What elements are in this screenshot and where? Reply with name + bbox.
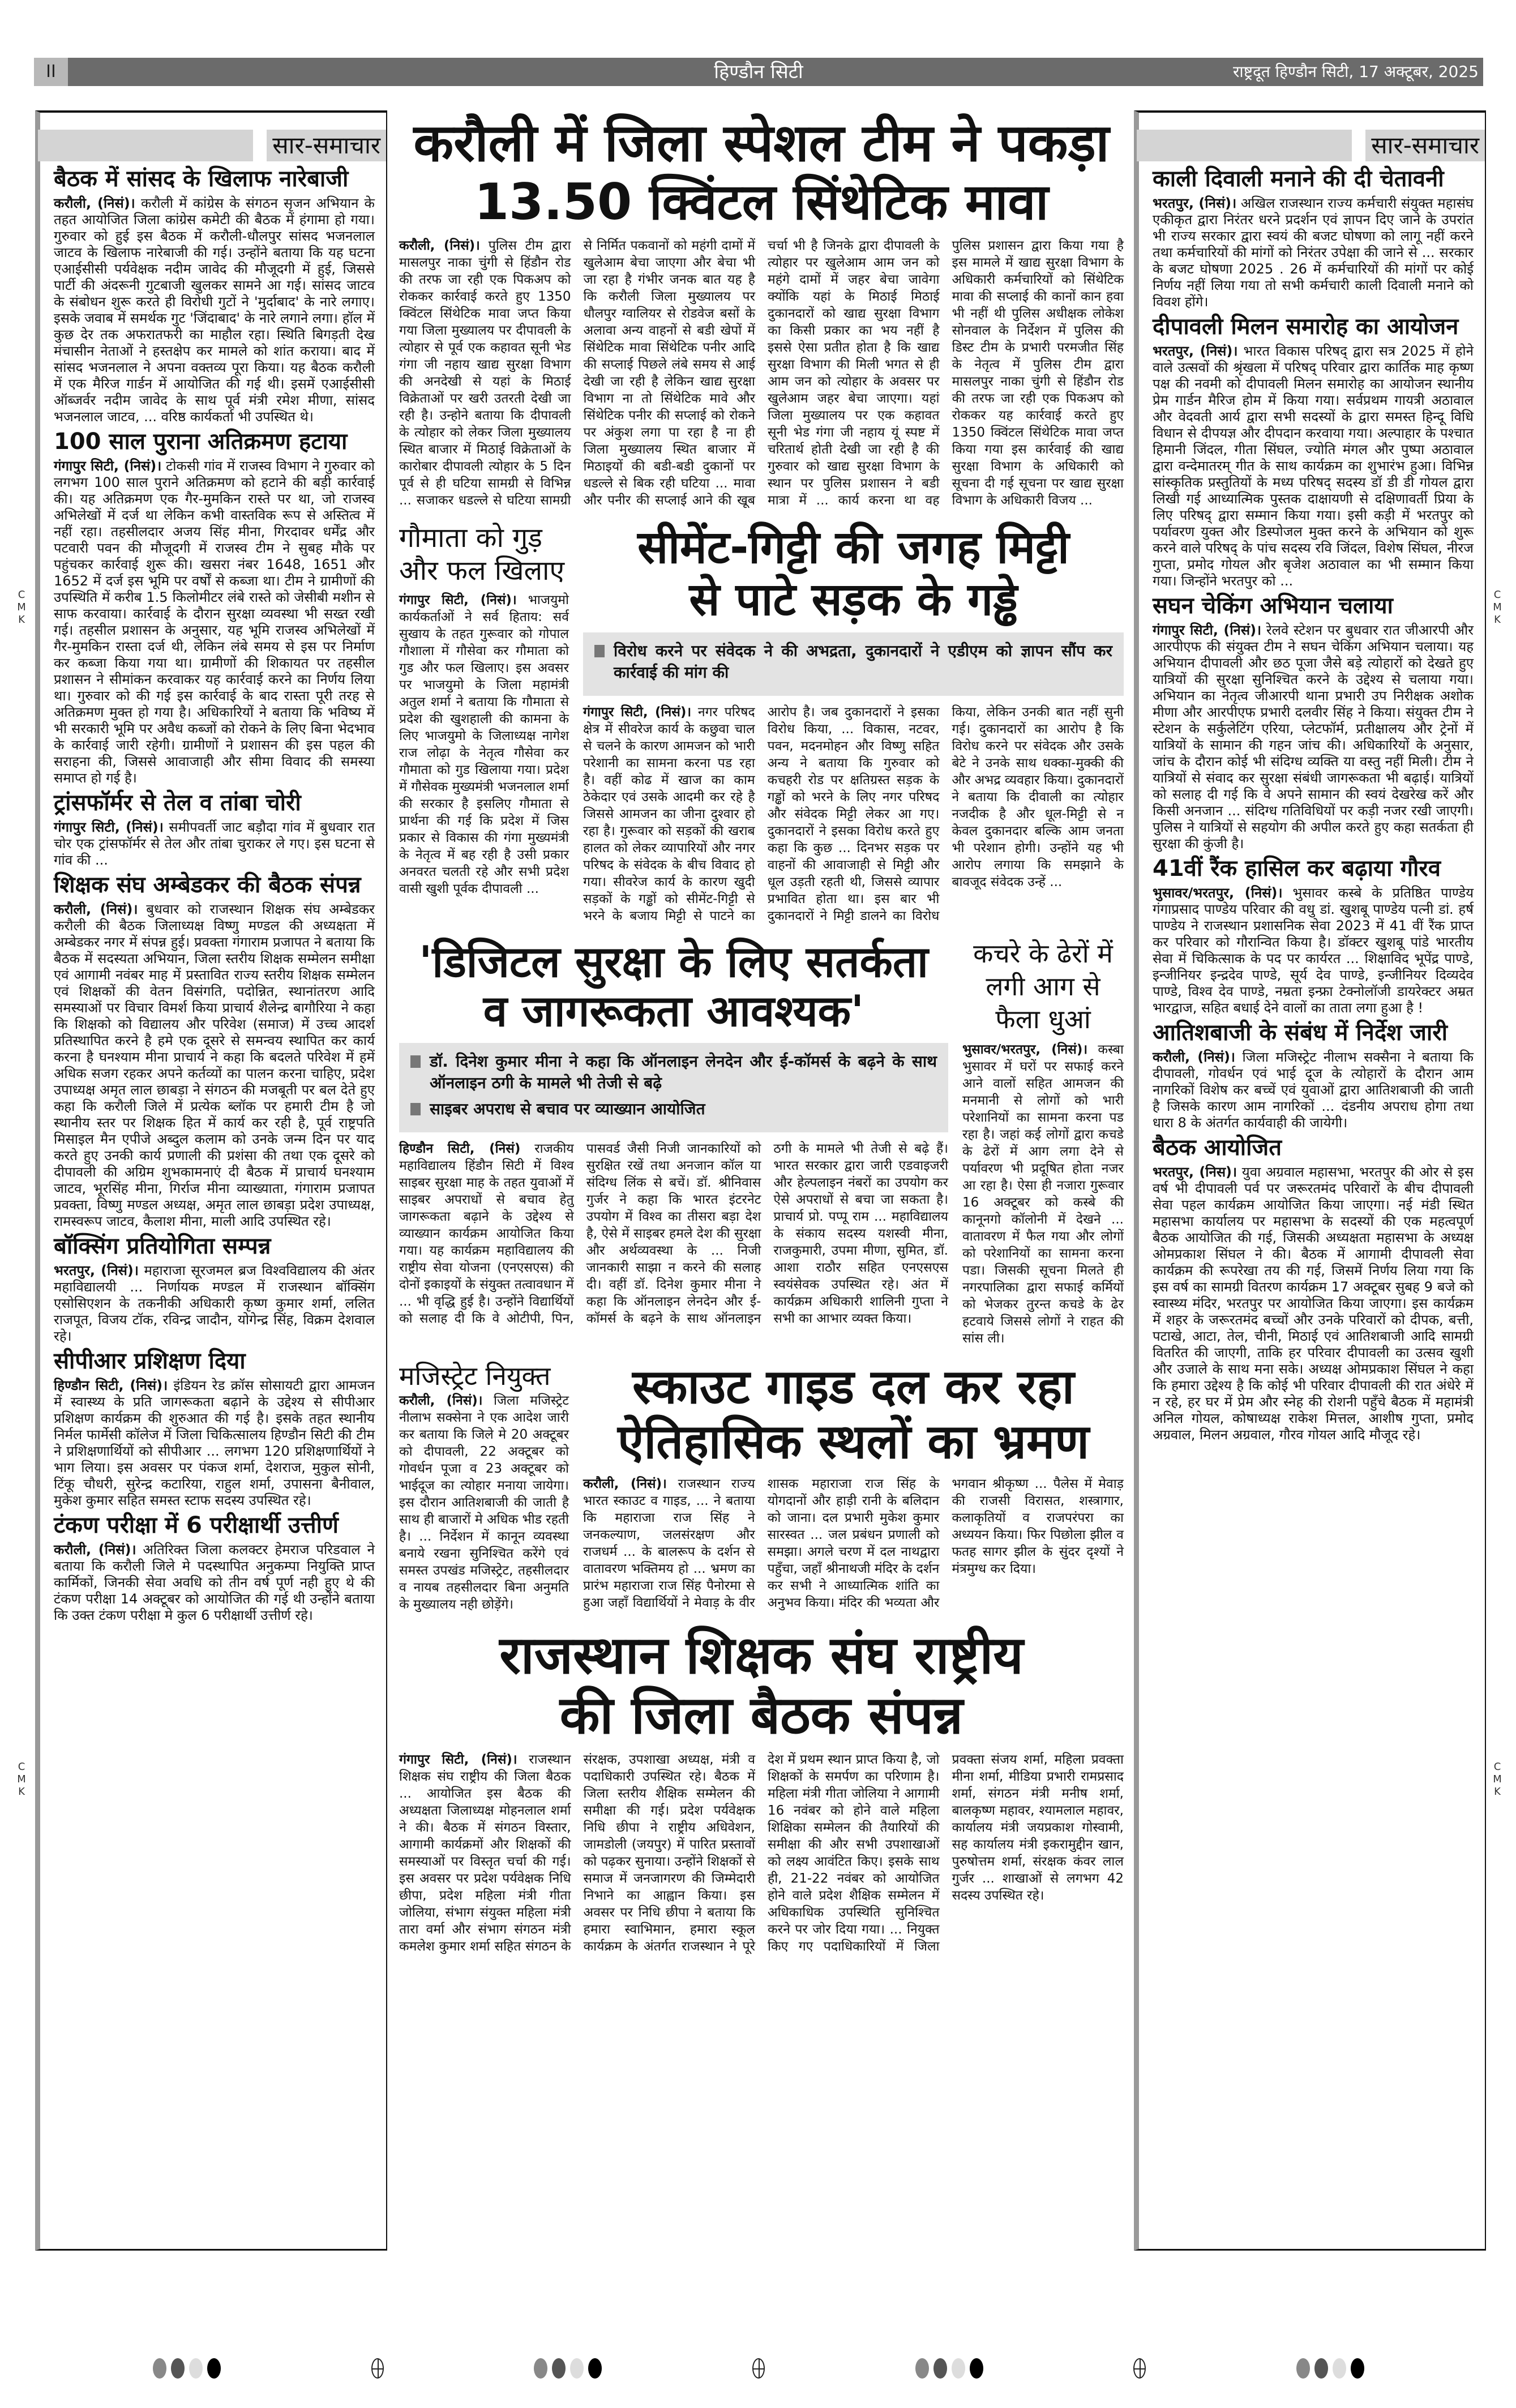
scout-headline-line-2: ऐतिहासिक स्थलों का भ्रमण [618,1413,1089,1469]
garbage-fire-story [962,937,1124,1347]
print-letter: M [17,1773,26,1785]
color-bar [534,2358,602,2379]
cyber-highlight-2: साइबर अपराध से बचाव पर व्याख्यान आयोजित [430,1099,705,1118]
registration-crosshair-icon [371,2358,384,2379]
cyber-highlight-box [399,1043,948,1132]
garbage-body [962,1041,1124,1347]
teachers-text: राजस्थान शिक्षक संघ राष्ट्रीय की जिला बैठक ... आयोजित इस बैठक की अध्यक्षता जिलाध्यक्ष मोहनलाल शर्मा ने की। बैठक में संगठन विस्तार, आगामी कार्यक्रमों और शिक्षकों की समस्याओं पर विस्तृत चर्चा की गई। इस अवसर पर प्रदेश पर्यवेक्षक निधि छीपा, प्रदेश महिला मंत्री गीता जोलिया, संभाग संयुक्त महिला मंत्री तारा वर्मा और संभाग संगठन मंत्री कमलेश कुमार शर्मा सहित संगठन के संरक्षक, उपशाखा अध्यक्ष, मंत्री व पदाधिकारी उपस्थित रहे। बैठक में जिला स्तरीय शैक्षिक सम्मेलन की समीक्षा की गई। प्रदेश पर्यवेक्षक निधि छीपा ने राष्ट्रीय अधिवेशन, जामडोली (जयपुर) में पारित प्रस्तावों को पढ़कर सुनाया। उन्होंने शिक्षकों से समाज में जनजागरण की जिम्मेदारी निभाने का आह्वान किया। इस अवसर पर निधि छीपा ने बताया कि हमारा स्वाभिमान, हमारा स्कूल कार्यक्रम के अंतर्गत राजस्थान ने पूरे देश में प्रथम स्थान प्राप्त किया है, जो शिक्षकों के समर्पण का परिणाम है। महिला मंत्री गीता जोलिया ने आगामी 16 नवंबर को होने वाले महिला शिक्षिका सम्मेलन की तैयारियों की समीक्षा की और सभी उपशाखाओं को लक्ष्य आवंटित किए। इसके साथ ही, 21-22 नवंबर को आयोजित होने वाले प्रदेश शैक्षिक सम्मेलन में अधिकाधिक उपस्थिति सुनिश्चित करने पर जोर दिया गया। ... नियुक्त किए गए पदाधिकारियों में जिला प्रवक्ता संजय शर्मा, महिला प्रवक्ता मीना शर्मा, मीडिया प्रभारी रामप्रसाद शर्मा, संगठन मंत्री मनीष शर्मा, बालकृष्ण महावर, श्यामलाल महावर, कार्यालय मंत्री जयप्रकाश गोस्वामी, सह कार्यालय मंत्री इकरामुद्दीन खान, पुरुषोत्तम शर्मा, संरक्षक कंवर लाल गुर्जर ... शाखाओं से लगभग 42 सदस्य उपस्थित रहे। [399,1752,1124,1954]
magistrate-body [399,1392,569,1613]
brief-dateline: करौली, (निसं)। [54,901,138,917]
brief-dateline: गंगापुर सिटी, (निसं)। [1153,622,1262,638]
brief-text: महाराजा सूरजमल ब्रज विश्वविद्यालय की अंतर महाविद्यालयी ... निर्णायक मण्डल में राजस्थान बॉक्सिंग एसोसिएशन के तकनीकी अधिकारी कृष्ण कुमार शर्मा, ललित राजपूत, विजय टॉक, रविन्द्र जादौन, योगेन्द्र सिंह, विक्रम देशवाल रहे। [54,1263,375,1344]
brief-body [1153,885,1474,1016]
left-news-briefs [35,110,387,2251]
registration-crosshair-icon [1133,2358,1146,2379]
cyber-highlight-1: डॉ. दिनेश कुमार मीना ने कहा कि ऑनलाइन लेनदेन और ई-कॉमर्स के बढ़ने के साथ ऑनलाइन ठगी के मामले भी तेजी से बढ़े [430,1051,937,1092]
print-letter: M [1493,601,1502,613]
gaumata-story [399,521,569,897]
lead-headline-line-1: करौली में जिला स्पेशल टीम ने पकड़ा [413,113,1110,173]
scout-headline-line-1: स्काउट गाइड दल कर रहा [632,1358,1074,1414]
garbage-headline: कचरे के ढेरों में लगी आग से फैला धुआं [973,938,1113,1034]
lead-headline-line-2: 13.50 क्विंटल सिंथेटिक मावा [474,172,1049,231]
print-letter: M [1493,1773,1502,1785]
brief-headline: बॉक्सिंग प्रतियोगिता सम्पन्न [54,1233,271,1259]
brief-article [54,166,375,425]
brief-body [1153,343,1474,589]
registration-crosshair-icon [752,2358,765,2379]
road-story [583,521,1124,925]
brief-headline: टंकण परीक्षा में 6 परीक्षार्थी उत्तीर्ण [54,1512,339,1538]
color-bar [1296,2358,1364,2379]
print-cmk-right-bottom [1492,1761,1503,1798]
page-header-bar [34,58,1483,86]
brief-article [54,1512,375,1624]
lead-text: पुलिस टीम द्वारा मासलपुर नाका चुंगी से हिंडौन रोड की तरफ जा रही एक पिकअप को रोककर कार्रवाई करते हुए 1350 क्विंटल सिंथेटिक मावा जप्त किया गया जिला मुख्यालय पर दीपावली के त्योहार से पूर्व एक कहावत सूनी भेड गंगा जी नहाय खाद्य सुरक्षा विभाग की अनदेखी से यहां के मिठाई विक्रेताओं पर खरी उतरती देखी जा रही है। उन्होने बताया कि दीपावली के त्योहार को लेकर जिला मुख्यालय स्थित बाजार में मिठाई विक्रेताओं के कारोबार दीपावली त्योहार के 5 दिन पूर्व से ही घटिया सामग्री से विभिन्न ... सजाकर धडल्ले से घटिया सामग्री से निर्मित पकवानों को महंगी दामों में खुलेआम बेचा जाएगा और बेचा भी जा रहा है गंभीर जनक बात यह है कि करौली जिला मुख्यालय पर धौलपुर ग्वालियर से रोडवेज बसों के अलावा अन्य वाहनों से बडी खेपों में सिंथेटिक मावा सिंथेटिक पनीर आदि की सप्लाई पिछले लंबे समय से आई देखी जा रही है लेकिन खाद्य सुरक्षा विभाग ना तो सिंथेटिक मावे और सिंथेटिक पनीर की सप्लाई को रोकने पर अंकुश लगा पा रहा है ना ही जिला मुख्यालय स्थित बाजार में मिठाइयों की बडी-बडी दुकानों पर धडल्ले से बिक रही घटिया ... मावा और पनीर की सप्लाई आने की खूब चर्चा भी है जिनके द्वारा दीपावली के त्योहार पर खुलेआम आम जन को महंगे दामों में जहर बेचा जावेगा क्योंकि यहां के मिठाई मिठाई दुकानदारों को खाद्य सुरक्षा विभाग का किसी प्रकार का भय नहीं है इससे ऐसा प्रतीत होता है कि खाद्य सुरक्षा विभाग की मिली भगत से ही आम जन को त्योहार के अवसर पर खुलेआम जहर बेचा जाएगा। यहां जिला मुख्यालय पर एक कहावत सूनी भेड गंगा जी नहाय यूं स्पष्ट में चरितार्थ होती देखी जा रही है की गुरुवार को खाद्य सुरक्षा विभाग के स्थान पर पुलिस प्रशासन ने बडी मात्रा में ... कार्य करना था वह पुलिस प्रशासन द्वारा किया गया है इस मामले में खाद्य सुरक्षा विभाग के अधिकारी कर्मचारियों को सिंथेटिक मावा की सप्लाई की कानों कान हवा भी नहीं थी पुलिस अधीक्षक लोकेश सोनवाल के निर्देशन में पुलिस की डिस्ट टीम के प्रभारी परमजीत सिंह के नेतृत्व में पुलिस टीम द्वारा मासलपुर नाका चुंगी से हिंडौन रोड की तरफ जा रही एक पिकअप को रोककर यह कार्रवाई करते हुए 1350 क्विंटल सिंथेटिक मावा जप्त किया गया इस कार्रवाई की खाद्य सुरक्षा विभाग के अधिकारी को सूचना दी गई सूचना पर खाद्य सुरक्षा विभाग के अधिकारी विजय ... [399,238,1124,508]
brief-text: अतिरिक्त जिला कलक्टर हेमराज परिडवाल ने बताया कि करौली जिले मे पदस्थापित अनुकम्पा नियुक्ति प्राप्त कार्मिकों, जिनकी सेवा अवधि को तीन वर्ष पूर्ण नही हुए थे की टंकण परीक्षा 14 अक्टूबर को आयोजित की गई थी उन्होंने बताया कि उक्त टंकण परीक्षा मे कुल 6 परीक्षार्थी उत्तीर्ण रहे। [54,1542,375,1623]
brief-dateline: करौली, (निसं)। [54,1542,136,1558]
gaumata-body [399,592,569,897]
magistrate-text: जिला मजिस्ट्रेट नीलाभ सक्सेना ने एक आदेश जारी कर बताया कि जिले मे 20 अक्टूबर को दीपावली, 22 अक्टूबर को गोवर्धन पूजा व 23 अक्टूबर को भाईदूज का त्योहार मनाया जायेगा। इस दौरान आतिशबाजी की जाती है साथ ही बाजारों मे अधिक भीड रहती है। ... निर्देशन में कानून व्यवस्था बनाये रखना सुनिश्चित करेंगे एवं समस्त उपखंड मजिस्ट्रेट, तहसीलदार व नायब तहसीलदार बिना अनुमति के मुख्यालय नही छोड़ेंगे। [399,1393,569,1612]
gaumata-text: भाजयुमो कार्यकर्ताओं ने सर्व हिताय: सर्व सुखाय के तहत गुरूवार को गोपाल गौशाला में गौसेवा कर गौमाता को गुड और फल खिलाए। इस अवसर पर भाजयुमो के जिला महामंत्री अतुल शर्मा ने बताया कि गौमाता से प्रदेश की खुशहाली की कामना के लिए भाजयुमो के जिलाध्यक्ष नागेश राज लोढ़ा के नेतृत्व गौसेवा कर गौमाता को गुड खिलाया गया। प्रदेश में गौसेवक मुख्यमंत्री भजनलाल शर्मा की सरकार है इसलिए गौमाता से प्रार्थना की गई कि प्रदेश में जिस प्रकार से विकास की गंगा मुख्यमंत्री के नेतृत्व में बह रही है उसी प्रकार अनवरत चलती रहे और सभी प्रदेश वासी खुशी पूर्वक दीपावली ... [399,592,569,896]
brief-dateline: हिण्डौन सिटी, (निसं)। [54,1378,168,1393]
road-highlight-text: विरोध करने पर संवेदक ने की अभद्रता, दुकानदारों ने एडीएम को ज्ञापन सौंप कर कार्रवाई की मांग की [614,641,1112,682]
brief-headline: बैठक में सांसद के खिलाफ नारेबाजी [54,166,349,192]
road-body [583,632,1124,925]
brief-text: युवा अग्रवाल महासभा, भरतपुर की ओर से इस वर्ष भी दीपावली पर्व पर जरूरतमंद परिवारों के बीच दीपावली सेवा पहल कार्यक्रम आयोजित किया जाएगा। नई मंडी स्थित महासभा कार्यालय पर महासभा के सदस्यों की एक महत्वपूर्ण बैठक आयोजित की गई, जिसकी अध्यक्षता महासभा के अध्यक्ष ओमप्रकाश सिंघल ने की। बैठक में आगामी दीपावली सेवा कार्यक्रम की रूपरेखा तय की गई, जिसमें निर्णय लिया गया कि इस वर्ष का सामग्री वितरण कार्यक्रम 17 अक्टूबर सुबह 9 बजे को स्वास्थ्य मंदिर, भरतपुर पर आयोजित किया जाएगा। इस कार्यक्रम में शहर के जरूरतमंद बच्चों और उनके परिवारों को दीपक, बत्ती, पटाखे, आटा, तेल, चीनी, मिठाई एवं आतिशबाजी आदि सामग्री वितरित की जाएगी, ताकि हर परिवार दीपावली का उत्सव खुशी और उजाले के साथ मना सके। अध्यक्ष ओमप्रकाश सिंघल ने कहा कि हमारा उद्देश्य है कि कोई भी परिवार दीपावली की रात अंधेरे में न रहे, हर घर में प्रेम और स्नेह की रोशनी पहुँचे बैठक में महामंत्री अनिल गोयल, कोषाध्यक्ष राकेश मित्तल, आशीष गुप्ता, प्रमोद अग्रवाल, मिलन अग्रवाल, गौरव गोयल आदि मौजूद रहे। [1153,1164,1474,1443]
brief-body [54,1542,375,1624]
bullet-square-icon [594,645,605,657]
road-highlight-box [583,632,1124,696]
teachers-union-story [399,1626,1124,1955]
brief-dateline: करौली, (निसं)। [54,195,135,211]
brief-text: जिला मजिस्ट्रेट नीलाभ सक्सैना ने बताया कि दीपावली, गोवर्धन एवं भाई दूज के त्योहारों के दौरान आम नागरिकों विशेष कर बच्चें एवं युवाओं द्वारा आतिशबाजी की जाती है जिसके कारण आम नागरिकों ... दंडनीय अपराध होगा तथा धारा 8 के अंतर्गत कार्यवाही की जायेगी। [1153,1049,1474,1131]
news-briefs-label: सार-समाचार [1360,130,1485,161]
brief-article [54,790,375,869]
brief-text: रेलवे स्टेशन पर बुधवार रात जीआरपी और आरपीएफ की संयुक्त टीम ने सघन चेकिंग अभियान चलाया। यह अभियान दीपावली और छठ पूजा जैसे बड़े त्योहारों को देखते हुए यात्रियों की सुरक्षा सुनिश्चित करने के उद्देश्य से चलाया गया। अभियान का नेतृत्व जीआरपी थाना प्रभारी उप निरीक्षक अशोक मीणा और आरपीएफ प्रभारी दलवीर सिंह ने किया। संयुक्त टीम ने स्टेशन के सर्कुलेटिंग एरिया, प्लेटफॉर्म, प्रतीक्षालय और ट्रेनों में यात्रियों के सामान की गहन जांच की। अधिकारियों के अनुसार, जांच के दौरान कोई भी संदिग्ध व्यक्ति या वस्तु नहीं मिली। टीम ने यात्रियों से संवाद कर सुरक्षा संबंधी जागरूकता भी बढ़ाई। यात्रियों को सलाह दी गई कि वे अपने सामान की स्वयं देखरेख करें और किसी अनजान ... संदिग्ध गतिविधियों पर कड़ी नजर रखी जाएगी। पुलिस ने यात्रियों से सहयोग की अपील करते हुए कहा सतर्कता ही सुरक्षा की कुंजी है। [1153,622,1474,852]
brief-headline: 41वीं रैंक हासिल कर बढ़ाया गौरव [1153,856,1441,882]
brief-article [54,429,375,786]
brief-text: टोकसी गांव में राजस्व विभाग ने गुरुवार को लगभग 100 साल पुराने अतिक्रमण को हटाने की बड़ी कार्रवाई की। यह अतिक्रमण एक गैर-मुमकिन रास्ते पर था, जो राजस्व अभिलेखों में दर्ज था लेकिन कभी वास्तविक रूप से अस्तित्व में नहीं रहा। तहसीलदार अजय सिंह मीना, गिरदावर धर्मेंद्र और पटवारी पवन की मौजूदगी में राजस्व टीम ने सुबह मौके पर पहुंचकर कार्रवाई शुरू की। खसरा नंबर 1648, 1651 और 1652 में दर्ज इस भूमि पर वर्षों से कब्जा था। टीम ने ग्रामीणों की उपस्थिति में करीब 1.5 किलोमीटर लंबे रास्ते को जेसीबी मशीन से साफ करवाया। कार्रवाई के दौरान सुरक्षा व्यवस्था भी सख्त रखी गई। तहसील प्रशासन के अनुसार, यह भूमि राजस्व अभिलेखों में गैर-मुमकिन रास्ता दर्ज थी, लेकिन लंबे समय से इस पर निर्माण कर कब्जा किया गया था। ग्रामीणों की शिकायत पर तहसील प्रशासन ने सीमांकन करवाकर यह कार्रवाई करने का निर्णय लिया था। गुरुवार को की गई इस कार्रवाई के बाद रास्ता पूरी तरह से अतिक्रमण मुक्त हो गया है। अधिकारियों ने बताया कि भविष्य में भी सरकारी भूमि पर अवैध कब्जों को रोकने के लिए बिना भेदभाव के कार्रवाई जारी रहेगी। ग्रामीणों ने प्रशासन की इस पहल की सराहना की, जिससे आवाजाही और सीमा विवाद की समस्या समाप्त हो गई है। [54,458,375,786]
road-dateline: गंगापुर सिटी, (निसं)। [583,704,692,720]
news-briefs-label-bar [38,130,386,161]
magistrate-headline: मजिस्ट्रेट नियुक्त [399,1360,551,1391]
scout-body [583,1475,1124,1611]
brief-article [54,1348,375,1509]
brief-body [54,458,375,786]
brief-body [1153,1049,1474,1131]
brief-dateline: भरतपुर, (निसं)। [54,1263,139,1278]
news-briefs-label-bar [1137,130,1485,161]
bullet-square-icon [410,1103,421,1115]
print-letter: K [18,1786,25,1798]
brief-body [1153,622,1474,852]
print-letter: K [1494,614,1501,626]
brief-text: करौली में कांग्रेस के संगठन सृजन अभियान के तहत आयोजित जिला कांग्रेस कमेटी की बैठक में हंगामा हो गया। गुरुवार को हुई इस बैठक में करौली-धौलपुर सांसद भजनलाल जाटव के खिलाफ नारेबाजी की गई। उन्होंने बताया कि यह घटना एआईसीसी पर्यवेक्षक नदीम जावेद की मौजूदगी में हुई, जिससे पार्टी की अंदरूनी गुटबाजी खुलकर सामने आ गई। सांसद जाटव के संबोधन शुरू करते ही विरोधी गुटों ने 'मुर्दाबाद' के नारे लगाए। इसके जवाब में समर्थक गुट 'जिंदाबाद' के नारे लगाने लगा। हॉल में कुछ देर तक अफरातफरी का माहौल रहा। स्थिति बिगड़ती देख मंचासीन नेताओं ने हस्तक्षेप कर मामले को शांत कराया। बाद में सांसद भजनलाल ने अपना वक्तव्य पूरा किया। यह बैठक करौली में एक मैरिज गार्डन में आयोजित की गई थी। इसमें एआईसीसी ऑब्जर्वर नदीम जावेद के साथ पूर्व मंत्री रमेश मीणा, सांसद भजनलाल जाटव, ... वरिष्ठ कार्यकर्ता भी उपस्थित थे। [54,195,375,425]
print-cmk-left-top [16,589,27,626]
brief-dateline: भुसावर/भरतपुर, (निसं)। [1153,885,1283,901]
brief-article [1153,314,1474,589]
print-letter: M [17,601,26,613]
brief-dateline: भरतपुर, (निसं)। [1153,195,1237,211]
brief-text: समीपवर्ती जाट बड़ौदा गांव में बुधवार रात चोर एक ट्रांसफॉर्मर से तेल और तांबा चुराकर ले गए। इस घटना से गांव की ... [54,819,375,868]
brief-body [1153,195,1474,310]
scout-text: राजस्थान राज्य भारत स्काउट व गाइड, ... ने बताया कि महाराजा राज सिंह ने जनकल्याण, जलसंरक्षण और राजधर्म ... के बालरूप के दर्शन से वातावरण भक्तिमय हो ... भ्रमण का प्रारंभ महाराजा राज सिंह पैनोरमा से हुआ जहाँ विद्यार्थियों ने मेवाड़ के वीर शासक महाराजा राज सिंह के योगदानों और हाड़ी रानी के बलिदान को जाना। दल प्रभारी मुकेश कुमार सारस्वत ... जल प्रबंधन प्रणाली को समझा। अगले चरण में दल नाथद्वारा पहुँचा, जहाँ श्रीनाथजी मंदिर के दर्शन कर सभी ने आध्यात्मिक शांति का अनुभव किया। मंदिर की भव्यता और भगवान श्रीकृष्ण ... पैलेस में मेवाड़ की राजसी विरासत, शस्त्रागार, कलाकृतियों व राजपरंपरा का अध्ययन किया। फिर पिछोला झील व फतह सागर झील के सुंदर दृश्यों ने मंत्रमुग्ध कर दिया। [583,1477,1124,1611]
lead-dateline: करौली, (निसं)। [399,238,480,253]
print-letter: C [1493,1761,1501,1773]
brief-text: बुधवार को राजस्थान शिक्षक संघ अम्बेडकर करौली की बैठक जिलाध्यक्ष विष्णु मण्डल की अध्यक्षता में अम्बेडकर नगर में संपन्न हुई। प्रवक्ता गंगाराम प्रजापत ने बताया कि बैठक में सदस्यता अभियान, जिला स्तरीय शिक्षक सम्मेलन समीक्षा एवं आगामी नवंबर माह में प्रस्तावित राज्य स्तरीय शिक्षक सम्मेलन एवं शिक्षकों की वेतन विसंगति, पदोन्नित, स्थानांतरण आदि समस्याओं पर विचार विमर्श किया प्राचार्य शैलेन्द्र बागौरिया ने कहा कि शिक्षको को विद्यालय और परिवेश (समाज) में उच्च आदर्श प्रतिस्थापित करने है हमे एक दूसरे से समन्वय स्थापित कर कार्य करना है घनश्याम मीना प्राचार्य ने कहा कि बदलते परिवेश में हमें अधिक सजग रहकर अपने कर्तव्यों का पालन करना चाहिए, प्रदेश उपाध्यक्ष अमृत लाल छाबड़ा ने संगठन की मजबूती पर बल देते हुए कहा कि करौली जिले में प्रत्येक ब्लॉक पर हमारी टीम है जो स्थानीय स्तर पर शिक्षक हित में कार्य कर रही है, पूर्व राष्ट्रपति मिसाइल मैन एपीजे अब्दुल कलाम को उनके जन्म दिन पर याद करते हुए उनकी कार्य प्रणाली की प्रशंसा की तथा एक दूसरे को दीपावली की अग्रिम शुभकामनाएं दी बैठक में प्राचार्य घनश्याम जाटव, भूरसिंह मीना, गिर्राज मीना व्याख्याता, गंगाराम प्रजापत प्रवक्ता, विष्णु मण्डल अध्यक्ष, अमृत लाल छाबड़ा प्रदेश उपाध्यक्ष, रामस्वरूप जाटव, कैलाश मीना, माली आदि उपस्थित रहे। [54,901,375,1229]
brief-headline: बैठक आयोजित [1153,1135,1282,1161]
print-letter: K [18,614,25,626]
right-news-briefs [1134,110,1486,2251]
brief-article [54,872,375,1230]
brief-headline: काली दिवाली मनाने की दी चेतावनी [1153,166,1444,192]
road-text: नगर परिषद क्षेत्र में सीवरेज कार्य के कछुवा चाल से चलने के कारण आमजन को भारी परेशानी का सामना करना पड रहा है। वहीं कोढ में खाज का काम ठेकेदार एवं उसके आदमी कर रहे है जिससे आमजन का जीना दुश्वार हो रहा है। गुरूवार को सड़कों की खराब हालत को लेकर व्यापारियों और नगर परिषद के संवेदक के बीच विवाद हो गया। सीवरेज कार्य के कारण खुदी सड़कों के गड्ढों को सीमेंट-गिट्टी से भरने के बजाय मिट्टी से पाटने का आरोप है। जब दुकानदारों ने इसका विरोध किया, ... विकास, नटवर, पवन, मदनमोहन और विष्णु सहित अन्य ने बताया कि गुरुवार को कचहरी रोड पर क्षतिग्रस्त सड़क के गड्ढों को भरने के लिए नगर परिषद और संवेदक मिट्टी लेकर आ गए। दुकानदारों ने इसका विरोध करते हुए कहा कि कुछ ... दिनभर सड़क पर वाहनों की आवाजाही से मिट्टी और धूल उड़ती रहती थी, जिससे व्यापार प्रभावित होता था। इस बार भी दुकानदारों ने मिट्टी डालने का विरोध किया, लेकिन उनकी बात नहीं सुनी गई। दुकानदारों का आरोप है कि विरोध करने पर संवेदक और उसके बेटे ने उनके साथ धक्का-मुक्की की और अभद्र व्यवहार किया। दुकानदारों ने बताया कि दीवाली का त्योहार नजदीक है और धूल-मिट्टी से न केवल दुकानदार बल्कि आम जनता भी परेशान होगी। उन्होंने यह भी आरोप लगाया कि समझाने के बावजूद संवेदक उन्हें ... [583,704,1124,923]
brief-body [54,1263,375,1345]
page-number-marker: II [34,58,68,86]
brief-body [1153,1164,1474,1443]
brief-headline: आतिशबाजी के संबंध में निर्देश जारी [1153,1020,1448,1046]
brief-headline: 100 साल पुराना अतिक्रमण हटाया [54,429,348,455]
magistrate-dateline: करौली, (निसं)। [399,1393,483,1408]
brief-article [1153,1135,1474,1443]
brief-headline: सघन चेकिंग अभियान चलाया [1153,593,1393,619]
teachers-dateline: गंगापुर सिटी, (निसं)। [399,1752,517,1767]
color-bar [915,2358,983,2379]
news-briefs-label: सार-समाचार [261,130,386,161]
teachers-headline-line-2: की जिला बैठक संपन्न [559,1684,963,1746]
brief-headline: दीपावली मिलन समारोह का आयोजन [1153,314,1459,340]
brief-body [54,901,375,1230]
brief-dateline: गंगापुर सिटी, (निसं)। [54,819,164,835]
lead-body [399,237,1124,509]
print-letter: C [1493,589,1501,601]
bullet-square-icon [410,1055,421,1068]
brief-article [1153,166,1474,310]
brief-dateline: भरतपुर, (निस)। [1153,1164,1237,1180]
brief-article [1153,593,1474,852]
cyber-body [399,1043,948,1327]
print-cmk-left-bottom [16,1761,27,1798]
brief-article [54,1233,375,1345]
print-cmk-right-top [1492,589,1503,626]
print-letter: K [1494,1786,1501,1798]
brief-article [1153,856,1474,1016]
brief-body [54,1378,375,1509]
gaumata-headline: गौमाता को गुड़ और फल खिलाए [399,521,565,587]
brief-body [54,819,375,869]
magistrate-story [399,1359,569,1613]
cyber-text: राजकीय महाविद्यालय हिंडौन सिटी में विश्व साइबर सुरक्षा माह के तहत युवाओं में साइबर अपराधों से बचाव हेतु जागरूकता बढ़ाने के उद्देश्य से व्याख्यान कार्यक्रम आयोजित किया गया। यह कार्यक्रम महाविद्यालय की राष्ट्रीय सेवा योजना (एनएसएस) की दोनों इकाइयों के संयुक्त तत्वावधान में ... भी वृद्धि हुई है। उन्होंने विद्यार्थियों को सलाह दी कि वे ओटीपी, पिन, पासवर्ड जैसी निजी जानकारियों को सुरक्षित रखें तथा अनजान कॉल या संदिग्ध लिंक से बचें। डॉ. श्रीनिवास गुर्जर ने कहा कि भारत इंटरनेट उपयोग में विश्व का तीसरा बड़ा देश है, ऐसे में साइबर हमले देश की सुरक्षा और अर्थव्यवस्था के ... निजी जानकारी साझा न करने की सलाह दी। वहीं डॉ. दिनेश कुमार मीना ने कहा कि ऑनलाइन लेनदेन और ई-कॉमर्स के बढ़ने के साथ ऑनलाइन ठगी के मामले भी तेजी से बढ़े हैं। भारत सरकार द्वारा जारी एडवाइजरी और हेल्पलाइन नंबरों का उपयोग कर ऐसे अपराधों से बचा जा सकता है। प्राचार्य प्रो. पप्पू राम ... महाविद्यालय के संकाय सदस्य यशस्वी मीना, राजकुमारी, उपमा मीणा, सुमित, डॉ. आशा राठौर सहित एनएसएस स्वयंसेवक उपस्थित रहे। अंत में कार्यक्रम अधिकारी शालिनी गुप्ता ने सभी का आभार व्यक्त किया। [399,1141,948,1326]
brief-headline: ट्रांसफॉर्मर से तेल व तांबा चोरी [54,790,301,816]
print-letter: C [18,1761,25,1773]
brief-text: भुसावर कस्बे के प्रतिष्ठित पाण्डेय गंगाप्रसाद पाण्डेय परिवार की वधु डां. खुशबू पाण्डेय पत्नी डां. हर्ष पाण्डेय ने राजस्थान प्रशासनिक सेवा 2023 में 41 वीं रैंक प्राप्त कर परिवार को गौरान्वित किया है। डॉक्टर खुशबू पांडे भारतीय सेवा में चिकित्साक के पद पर कार्यरत ... शिक्षाविद भूपेंद्र पाण्डे, इन्जीनियर इन्द्रदेव पाण्डे, सूर्य देव पाण्डे, इन्जीनियर दिव्यदेव पाण्डे, विश्व देव पाण्डे, नम्रता इन्फ्रा टेक्नोलॉजी डायरेक्टर अम्रत भारद्वाज, सहित बधाई देने वालों का ताता लगा हुआ है ! [1153,885,1474,1016]
print-registration-marks [153,2358,1364,2379]
brief-body [54,195,375,425]
scout-dateline: करौली, (निसं)। [583,1477,667,1492]
lead-story [399,113,1124,509]
brief-headline: शिक्षक संघ अम्बेडकर की बैठक संपन्न [54,872,361,898]
cyber-story [399,937,948,1327]
teachers-body [399,1751,1124,1955]
brief-text: भारत विकास परिषद् द्वारा सत्र 2025 में होने वाले उत्सवों की श्रृंखला में परिषद् परिवार द्वारा कार्तिक माह कृष्ण पक्ष की नवमी को दीपावली मिलन समारोह का आयोजन स्थानीय प्रेम गार्डन मैरिज होम में किया गया। सर्वप्रथम गायत्री अठावाल और वेदवती आर्य द्वारा सभी सदस्यों के द्वारा समस्त हिन्दू विधि विधान से दीपयज्ञ और दीपदान करवाया गया। अल्पाहार के पश्चात हिमानी जिंदल, गीता सिंघल, ज्योति मंगल और पुष्पा अठावाल द्वारा वन्देमातरम् गीत के साथ कार्यक्रम का शुभारंभ हुआ। विभिन्न सांस्कृतिक प्रस्तुतियों के मध्य परिषद् सदस्य डॉ डी डी गोयल द्वारा लिखी गई आध्यात्मिक पुस्तक दाक्षायणी से दक्षिणावर्ती प्रिया के लिए परिषद् द्वारा सम्मान किया गया। इसी कड़ी में भरतपुर को पर्यावरण युक्त और डिस्पोजल मुक्त करने के अभियान को शुरू करने वाले परिषद् के पांच सदस्य रवि जिंदल, विशेष सिंघल, नीरज गुप्ता, प्रमोद गोयल और बृजेश अठावाल का भी सम्मान किया गया। जिन्होंने भरतपुर को ... [1153,343,1474,589]
center-stories [399,113,1124,1955]
brief-text: अखिल राजस्थान राज्य कर्मचारी संयुक्त महासंघ एकीकृत द्वारा निरंतर धरने प्रदर्शन एवं ज्ञापन दिए जाने के उपरांत भी राज्य सरकार द्वारा स्वयं की बजट घोषणा को लागू नहीं करने तथा कर्मचारियों की मांगों को निरंतर उपेक्षा की जाने से ... सरकार के बजट घोषणा 2025 . 26 में कर्मचारियों की मांगों पर कोई निर्णय नहीं लिया गया तो सभी कर्मचारी काली दिवाली मनाने को विवश होंगे। [1153,195,1474,310]
garbage-text: कस्बा भुसावर में घरों पर सफाई करने आने वालों सहित आमजन की मनमानी से लोगों को भारी परेशानियों का सामना करना पड रहा है। जहां कई लोगों द्वारा कचडे के ढेरों में आग लगा देने से पर्यावरण भी प्रदूषित होता नजर आ रहा है। ऐसा ही नजारा गुरूवार 16 अक्टूबर को कस्बे की कानूनगो कॉलोनी में देखने ... वातावरण में फैल गया और लोगों को परेशानियों का सामना करना पडा। जिसकी सूचना मिलते ही नगरपालिका द्वारा सफाई कर्मियों को भेजकर तुरन्त कचडे के ढेर हटवाये जिससे लोगों ने राहत की सांस ली। [962,1042,1124,1346]
scout-story [583,1359,1124,1611]
cyber-headline-line-2: व जागरूकता आवश्यक' [483,986,864,1037]
brief-article [1153,1020,1474,1131]
publication-dateline: राष्ट्रदूत हिण्डौन सिटी, 17 अक्टूबर, 2025 [1232,62,1479,81]
gaumata-dateline: गंगापुर सिटी, (निसं)। [399,592,517,608]
brief-headline: सीपीआर प्रशिक्षण दिया [54,1348,246,1374]
teachers-headline-line-1: राजस्थान शिक्षक संघ राष्ट्रीय [499,1624,1023,1686]
road-headline-line-1: सीमेंट-गिट्टी की जगह मिट्टी [637,520,1069,574]
brief-text: इंडियन रेड क्रॉस सोसायटी द्वारा आमजन में स्वास्थ्य के प्रति जागरूकता बढ़ाने के उद्देश्य से सीपीआर प्रशिक्षण कार्यक्रम की शुरुआत की गई है। इसके तहत स्थानीय निर्मल फार्मेसी कॉलेज में जिला चिकित्सालय हिण्डौन सिटी की टीम ने प्रशिक्षणार्थियों को सीपीआर ... लगभग 120 प्रशिक्षणार्थियों ने भाग लिया। इस अवसर पर पंकज शर्मा, देशराज, मुकुल सोनी, टिंकू चौधरी, सुरेन्द्र कटारिया, राहुल शर्मा, उपासना बैनीवाल, मुकेश कुमार सहित समस्त स्टाफ सदस्य उपस्थित रहे। [54,1378,375,1508]
brief-dateline: गंगापुर सिटी, (निसं)। [54,458,162,474]
brief-dateline: करौली, (निसं)। [1153,1049,1236,1065]
garbage-dateline: भुसावर/भरतपुर, (निसं)। [962,1042,1088,1057]
section-title: हिण्डौन सिटी [714,61,803,83]
cyber-headline-line-1: 'डिजिटल सुरक्षा के लिए सतर्कता [419,936,928,987]
print-letter: C [18,589,25,601]
color-bar [153,2358,221,2379]
brief-dateline: भरतपुर, (निसं)। [1153,343,1238,359]
cyber-dateline: हिण्डौन सिटी, (निसं) [399,1141,521,1156]
road-headline-line-2: से पाटे सड़क के गड्ढे [689,572,1018,626]
